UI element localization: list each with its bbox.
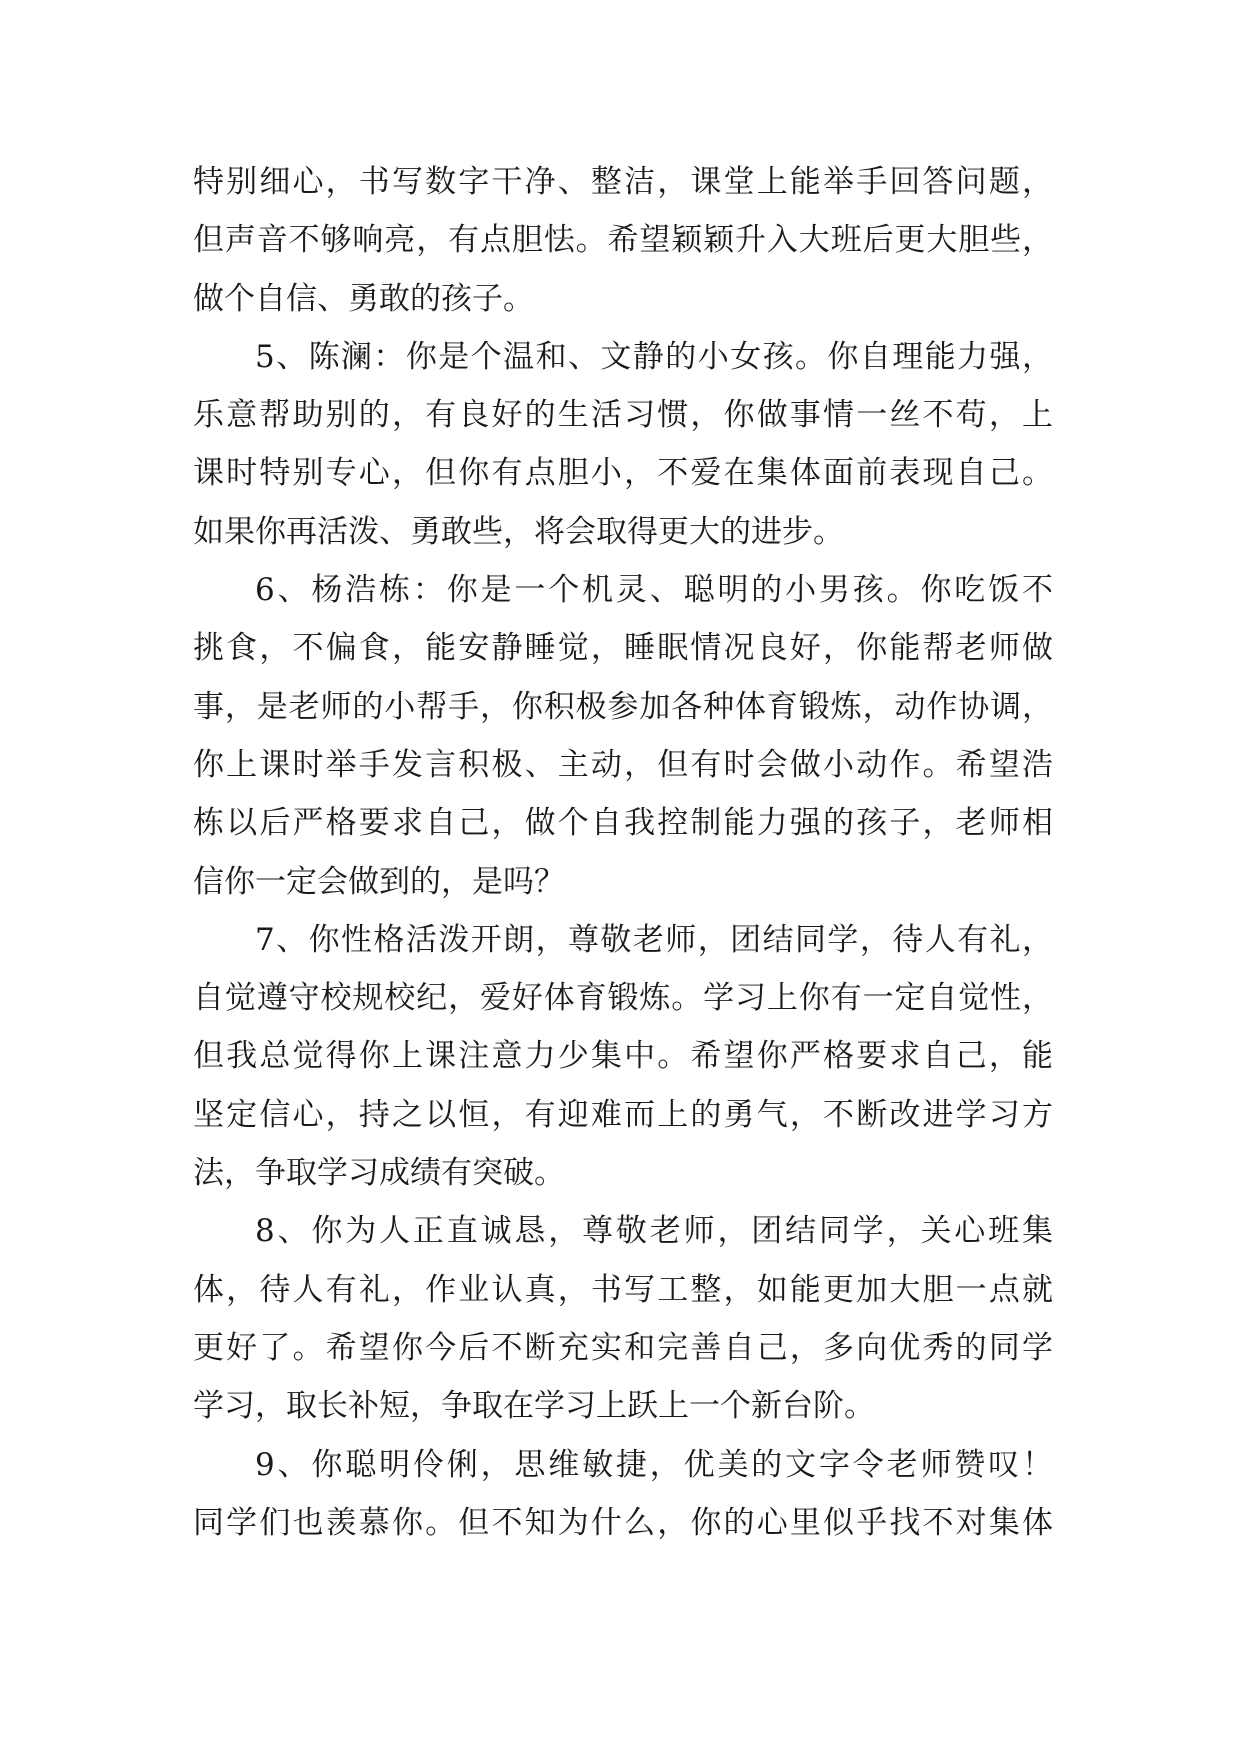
text-line: 更好了。希望你今后不断充实和完善自己，多向优秀的同学 <box>193 1329 1053 1366</box>
paragraph-start-line: 9、你聪明伶俐，思维敏捷，优美的文字令老师赞叹！ <box>255 1446 1053 1483</box>
text-line: 但我总觉得你上课注意力少集中。希望你严格要求自己，能 <box>193 1038 1053 1075</box>
text-line: 同学们也羡慕你。但不知为什么，你的心里似乎找不对集体 <box>193 1504 1053 1541</box>
text-line: 坚定信心，持之以恒，有迎难而上的勇气，不断改进学习方 <box>193 1096 1053 1133</box>
text-line: 但声音不够响亮，有点胆怯。希望颖颖升入大班后更大胆些， <box>193 222 1053 259</box>
paragraph-start-line: 7、你性格活泼开朗，尊敬老师，团结同学，待人有礼， <box>255 921 1053 958</box>
text-line: 法，争取学习成绩有突破。 <box>193 1155 565 1192</box>
text-line: 你上课时举手发言积极、主动，但有时会做小动作。希望浩 <box>193 746 1053 783</box>
text-line: 课时特别专心，但你有点胆小，不爱在集体面前表现自己。 <box>193 455 1053 492</box>
paragraph-start-line: 5、陈澜：你是个温和、文静的小女孩。你自理能力强， <box>255 338 1053 375</box>
text-line: 栋以后严格要求自己，做个自我控制能力强的孩子，老师相 <box>193 805 1053 842</box>
text-line: 学习，取长补短，争取在学习上跃上一个新台阶。 <box>193 1388 875 1425</box>
text-line: 体，待人有礼，作业认真，书写工整，如能更加大胆一点就 <box>193 1271 1053 1308</box>
paragraph-start-line: 8、你为人正直诚恳，尊敬老师，团结同学，关心班集 <box>255 1213 1053 1250</box>
text-line: 特别细心，书写数字干净、整洁，课堂上能举手回答问题， <box>193 164 1053 200</box>
text-line: 事，是老师的小帮手，你积极参加各种体育锻炼，动作协调， <box>193 688 1053 725</box>
text-line: 如果你再活泼、勇敢些，将会取得更大的进步。 <box>193 513 844 550</box>
text-line: 做个自信、勇敢的孩子。 <box>193 280 534 317</box>
document-body <box>193 153 1053 1552</box>
text-line: 信你一定会做到的，是吗？ <box>193 863 565 900</box>
paragraph-start-line: 6、杨浩栋：你是一个机灵、聪明的小男孩。你吃饭不 <box>255 572 1053 609</box>
text-line: 乐意帮助别的，有良好的生活习惯，你做事情一丝不苟，上 <box>193 397 1053 434</box>
text-line: 挑食，不偏食，能安静睡觉，睡眠情况良好，你能帮老师做 <box>193 630 1053 667</box>
text-line: 自觉遵守校规校纪，爱好体育锻炼。学习上你有一定自觉性， <box>193 980 1053 1017</box>
